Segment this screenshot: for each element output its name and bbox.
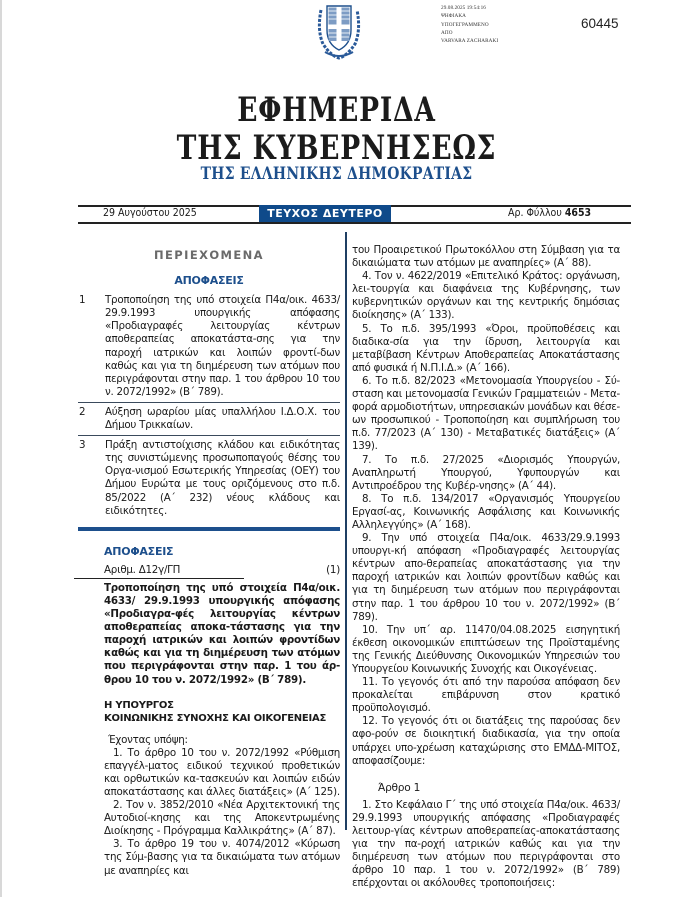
stamp-line: VARVARA ZACHARAKI [441,38,499,45]
decision-number-row [104,564,340,578]
preamble-paragraph: 12. Το γεγονός ότι οι διατάξεις της παρούσας δεν αφο-ρούν σε διοικητική διαδικασία, για την οποία υπάρχει υπο-χρέωση καταχώρισης στο ΕΜΔΔ-ΜΙΤΟΣ, αποφασίζουμε: [352,715,620,767]
left-column [78,244,340,878]
contents-item-text: Τροποποίηση της υπό στοιχεία Π4α/οικ. 4633/ 29.9.1993 υπουργικής απόφασης «Προδιαγραφές λειτουργίας κέντρων αποθεραπείας αποκατάστα-σης για την παροχή ιατρικών και λοιπών φροντί-δων καθώς και για τη διημέρευση των ατόμων που περιγράφονται στην παρ. 1 του άρθρου 10 του ν. 2072/1992» (Β΄ 789). [105,294,340,398]
preamble-paragraph: 5. Το π.δ. 395/1993 «Όροι, προϋποθέσεις και διαδικα-σία για την ίδρυση, λειτουργία και μεταβίβαση Κέντρων Αποθεραπείας Αποκατάστασης από φυσικά ή Ν.Π.Ι.Δ.» (Α΄ 166). [352,322,620,374]
page-number: 60445 [581,16,619,31]
preamble-paragraph: 2. Τον ν. 3852/2010 «Νέα Αρχιτεκτονική της Αυτοδιοί-κησης και της Αποκεντρωμένης Διοίκησης - Πρόγραμμα Καλλικράτης» (Α΄ 87). [104,799,340,838]
gazette-subtitle: ΤΗΣ ΕΛΛΗΝΙΚΗΣ ΔΗΜΟΚΡΑΤΙΑΣ [200,164,473,184]
preamble-paragraph: 4. Τον ν. 4622/2019 «Επιτελικό Κράτος: οργάνωση, λει-τουργία και διαφάνεια της Κυβέρνησης, των κυβερνητικών οργάνων και της κεντρικής δημόσιας διοίκησης» (Α΄ 133). [352,270,620,322]
right-column [352,244,620,891]
preamble-paragraph: 7. Το π.δ. 27/2025 «Διορισμός Υπουργών, Αναπληρωτή Υπουργού, Υφυπουργών και Αντιπροέδρου της Κυβέρ-νησης» (Α΄ 44). [352,453,620,492]
sheet-number [508,207,591,219]
stamp-line: 29.08.2025 19:54:16 [441,5,486,11]
gazette-title-line1: ΕΦΗΜΕΡΙΔΑ [237,90,436,130]
preamble-paragraph: 6. Το π.δ. 82/2023 «Μετονομασία Υπουργείου - Σύ-σταση και μετονομασία Γενικών Γραμματειών - Μετα-φορά αρμοδιοτήτων, υπηρεσιακών μονάδων και θέσε-ων προσωπικού - Τροποποίηση και συμπλήρωση του π.δ. 77/2023 (Α΄ 130) - Μεταβατικές διατάξεις» (Α΄ 139). [352,374,620,453]
minister-line: ΚΟΙΝΩΝΙΚΗΣ ΣΥΝΟΧΗΣ ΚΑΙ ΟΙΚΟΓΕΝΕΙΑΣ [104,713,327,725]
decision-number: Αριθμ. Δ12γ/ΓΠ [104,563,181,576]
preamble-paragraph: 11. Το γεγονός ότι από την παρούσα απόφαση δεν προκαλείται επιβάρυνση στον κρατικό προϋπολογισμό. [352,676,620,715]
decision-number-rule [74,578,244,579]
contents-item-number: 2 [79,405,86,418]
preamble-paragraph: 1. Το άρθρο 10 του ν. 2072/1992 «Ρύθμιση επαγγέλ-ματος ειδικού τεχνικού προθετικών και ορθωτικών κα-τασκευών και λοιπών ειδών αποκατάστασης και άλλες διατάξεις» (Α΄ 125). [104,746,340,798]
sheet-label: Αρ. Φύλλου [508,207,562,219]
header-rule-bottom [78,222,631,224]
contents-section: ΑΠΟΦΑΣΕΙΣ [174,274,244,288]
contents-item-text: Πράξη αντιστοίχισης κλάδου και ειδικότητας της συνιστώμενης προσωποπαγούς θέσης του Οργα-νισμού Εσωτερικής Υπηρεσίας (ΟΕΥ) του Δήμου Ευρώτα με τους οριζόμενους στο π.δ. 85/2022 (Α΄ 232) νέους κλάδους και ειδικότητες. [105,439,340,517]
sheet-number-value: 4653 [564,207,592,219]
preamble-paragraph: 10. Την υπ΄ αρ. 11470/04.08.2025 εισηγητική έκθεση οικονομικών επιπτώσεων της Προϊσταμένης της Γενικής Διεύθυνσης Οικονομικών Υπηρεσιών του Υπουργείου Κοινωνικής Συνοχής και Οικογένειας. [352,623,620,675]
decisions-section-heading: ΑΠΟΦΑΣΕΙΣ [104,544,174,558]
contents-item-number: 3 [79,439,86,452]
contents-item-number: 1 [79,294,86,307]
preamble-paragraph: 9. Την υπό στοιχεία Π4α/οικ. 4633/29.9.1993 υπουργι-κή απόφαση «Προδιαγραφές λειτουργίας κέντρων απο-θεραπείας αποκατάστασης για την παροχή ιατρικών και λοιπών φροντίδων καθώς και για τη διημέρευση των ατόμων που περιγράφονται στην παρ. 1 του άρθρου 10 του ν. 2072/1992» (Β΄ 789). [352,532,620,623]
page-edge [0,0,2,897]
contents-title: ΠΕΡΙΕΧΟΜΕΝΑ [154,248,264,262]
stamp-line: ΑΠΟ [441,29,453,36]
minister-heading [104,699,340,726]
contents-item-text: Αύξηση ωραρίου μίας υπαλλήλου Ι.Δ.Ο.Χ. του Δήμου Τρικκαίων. [105,405,340,432]
preamble-paragraph: 8. Το π.δ. 134/2017 «Οργανισμός Υπουργείου Εργασί-ας, Κοινωνικής Ασφάλισης και Κοινωνικής Αλληλεγγύης» (Α΄ 168). [352,492,620,531]
article-paragraph: 1. Στο Κεφάλαιο Γ΄ της υπό στοιχεία Π4α/οικ. 4633/ 29.9.1993 υπουργικής απόφασης «Προδιαγραφές λειτουρ-γίας κέντρων αποθεραπείας-αποκατάστασης για την πα-ροχή ιατρικών καθώς και για την διημέρευση των ατόμων που περιγράφονται στο άρθρο 10 παρ. 1 του ν. 2072/1992» (Β΄ 789) επέρχονται οι ακόλουθες τροποποιήσεις: [352,798,620,890]
digital-signature-stamp [441,4,498,45]
greek-coat-of-arms-icon [313,0,365,60]
column-divider [345,232,347,830]
decision-title: Τροποποίηση της υπό στοιχεία Π4α/οικ. 4633/ 29.9.1993 υπουργικής απόφασης «Προδιαγρα-φές λειτουργίας κέντρων αποθεραπείας αποκα-τάστασης για την παροχή ιατρικών και λοιπών φροντίδων καθώς και για τη διημέρευση των ατόμων που περιγράφονται στην παρ. 1 του άρ-θρου 10 του ν. 2072/1992» (Β΄ 789). [104,581,340,686]
article-heading: Άρθρο 1 [378,781,421,794]
contents-item[interactable] [78,403,340,436]
issue-type-band: ΤΕΥΧΟΣ ΔΕΥΤΕΡΟ [259,205,391,222]
considering-label: Έχοντας υπόψη: [108,733,188,746]
gazette-title-line2: ΤΗΣ ΚΥΒΕΡΝΗΣΕΩΣ [176,128,497,168]
issue-date: 29 Αυγούστου 2025 [103,207,197,219]
preamble-paragraph: 3. Το άρθρο 19 του ν. 4074/2012 «Κύρωση της Σύμ-βασης για τα δικαιώματα των ατόμων με αναπηρίες και [104,838,340,877]
contents-item[interactable] [78,292,340,403]
decision-sequence: (1) [326,563,340,576]
contents-end-rule [78,527,340,531]
preamble-continuation: του Προαιρετικού Πρωτοκόλλου στη Σύμβαση για τα δικαιώματα των ατόμων με αναπηρίες» (Α΄ 88). [352,244,620,270]
stamp-line: ΨΗΦΙΑΚΑ [441,13,467,20]
minister-line: Η ΥΠΟΥΡΓΟΣ [104,699,174,711]
contents-item[interactable] [78,436,340,521]
stamp-line: ΥΠΟΓΕΓΡΑΜΜΕΝΟ [441,21,489,28]
